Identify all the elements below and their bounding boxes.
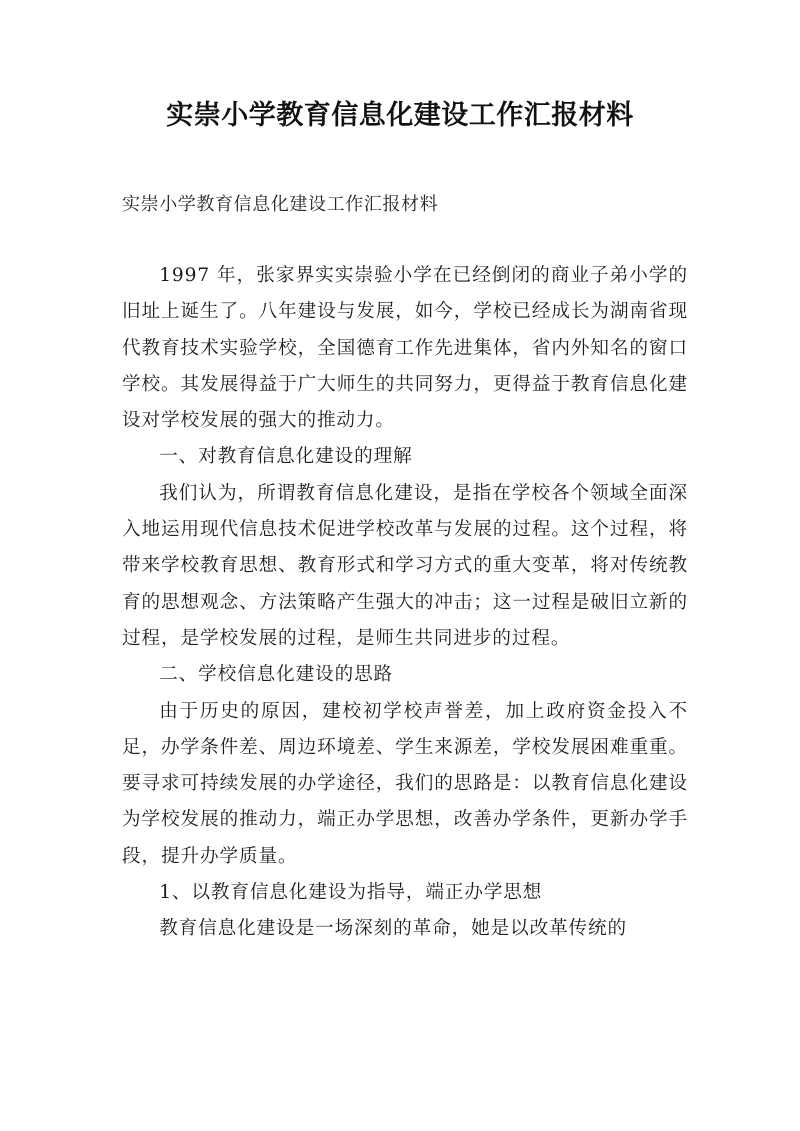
paragraph-revolution: 教育信息化建设是一场深刻的革命，她是以改革传统的 <box>159 918 628 940</box>
paragraph-understanding: 我们认为，所谓教育信息化建设，是指在学校各个领域全面深入地运用现代信息技术促进学校改革与发展的过程。这个过程，将带来学校教育思想、教育形式和学习方式的重大变革，将对传统教育的思想观念、方法策略产生强大的冲击；这一过程是破旧立新的过程，是学校发展的过程，是师生共同进步的过程。 <box>122 482 688 649</box>
section-heading-understanding: 一、对教育信息化建设的理解 <box>159 446 413 468</box>
paragraph-intro: 1997 年，张家界实实崇验小学在已经倒闭的商业子弟小学的旧址上诞生了。八年建设与发展，如今，学校已经成长为湖南省现代教育技术实验学校，全国德育工作先进集体，省内外知名的窗口学校。其发展得益于广大师生的共同努力，更得益于教育信息化建设对学校发展的强大的推动力。 <box>122 265 688 432</box>
document-body <box>122 258 688 948</box>
document-title: 实崇小学教育信息化建设工作汇报材料 <box>166 100 634 131</box>
subsection-heading-guidance: 1、以教育信息化建设为指导，端正办学思想 <box>159 882 543 904</box>
paragraph-approach: 由于历史的原因，建校初学校声誉差，加上政府资金投入不足，办学条件差、周边环境差、学生来源差，学校发展困难重重。要寻求可持续发展的办学途径，我们的思路是：以教育信息化建设为学校发展的推动力，端正办学思想，改善办学条件，更新办学手段，提升办学质量。 <box>122 700 688 867</box>
document-subtitle: 实崇小学教育信息化建设工作汇报材料 <box>122 194 439 215</box>
section-heading-approach: 二、学校信息化建设的思路 <box>159 664 394 686</box>
